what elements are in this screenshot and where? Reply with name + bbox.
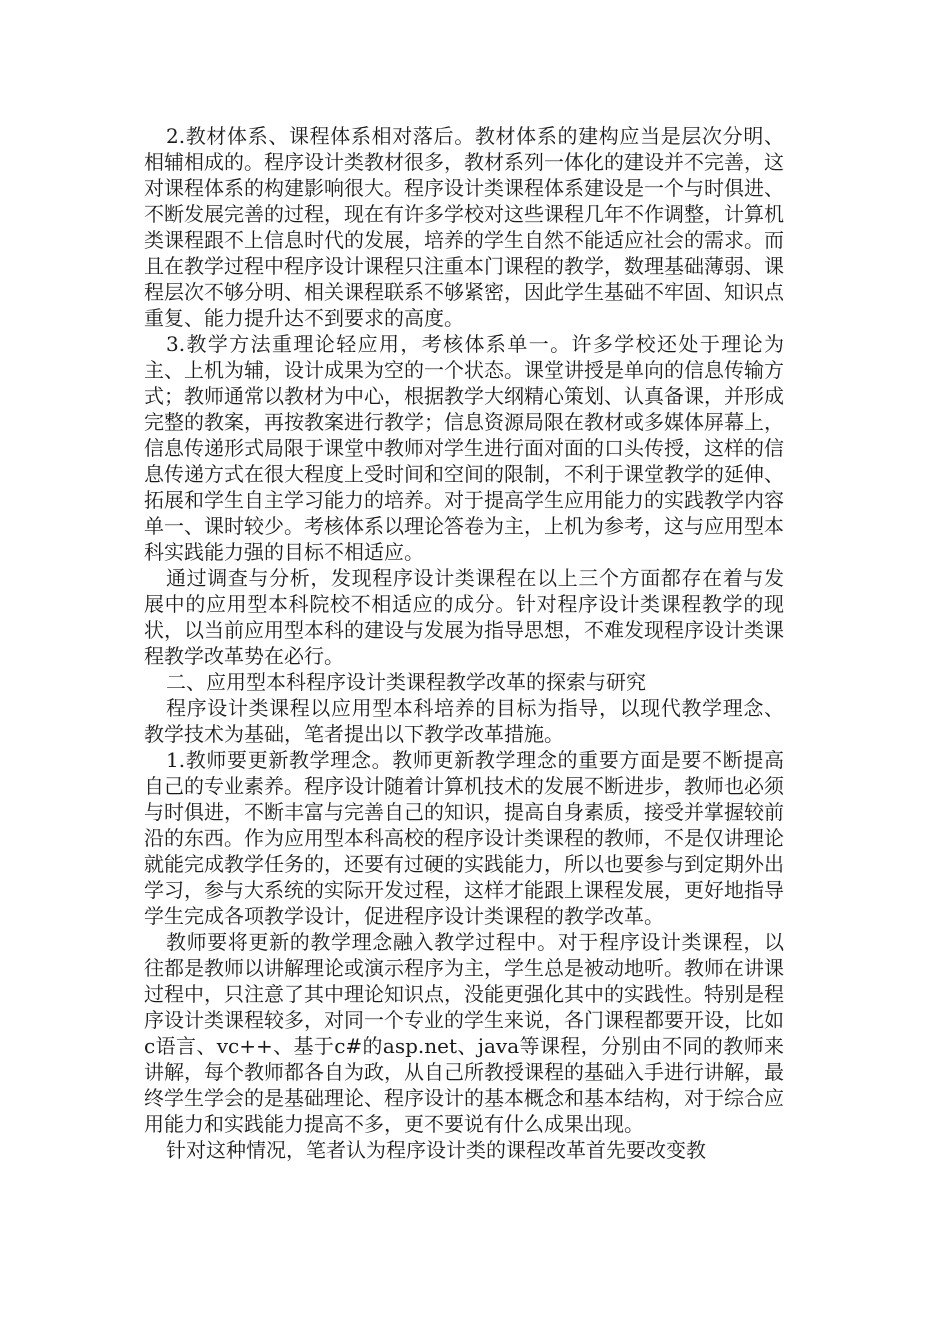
paragraph-survey-analysis: 通过调查与分析，发现程序设计类课程在以上三个方面都存在着与发展中的应用型本科院校不相适应的成分。针对程序设计类课程教学的现状，以当前应用型本科的建设与发展为指导思想，不难发现程序设计类课程教学改革势在必行。 — [144, 566, 784, 668]
section-heading: 二、应用型本科程序设计类课程教学改革的探索与研究 — [166, 670, 646, 694]
paragraph-reform-intro: 程序设计类课程以应用型本科培养的目标为指导，以现代教学理念、教学技术为基础，笔者提出以下教学改革措施。 — [144, 696, 784, 746]
paragraph-teaching-method: 3.教学方法重理论轻应用，考核体系单一。许多学校还处于理论为主、上机为辅，设计成果为空的一个状态。课堂讲授是单向的信息传输方式；教师通常以教材为中心，根据教学大纲精心策划、认真备课，并形成完整的教案，再按教案进行教学；信息资源局限在教材或多媒体屏幕上，信息传递形式局限于课堂中教师对学生进行面对面的口头传授，这样的信息传递方式在很大程度上受时间和空间的限制，不利于课堂教学的延伸、拓展和学生自主学习能力的培养。对于提高学生应用能力的实践教学内容单一、课时较少。考核体系以理论答卷为主，上机为参考，这与应用型本科实践能力强的目标不相适应。 — [144, 332, 784, 564]
paragraph-conclusion-start: 针对这种情况，笔者认为程序设计类的课程改革首先要改变教 — [166, 1138, 706, 1162]
document-body — [144, 123, 784, 1163]
paragraph-textbook-system: 2.教材体系、课程体系相对落后。教材体系的建构应当是层次分明、相辅相成的。程序设计类教材很多，教材系列一体化的建设并不完善，这对课程体系的构建影响很大。程序设计类课程体系建设是一个与时俱进、不断发展完善的过程，现在有许多学校对这些课程几年不作调整，计算机类课程跟不上信息时代的发展，培养的学生自然不能适应社会的需求。而且在教学过程中程序设计课程只注重本门课程的教学，数理基础薄弱、课程层次不够分明、相关课程联系不够紧密，因此学生基础不牢固、知识点重复、能力提升达不到要求的高度。 — [144, 124, 784, 330]
paragraph-update-concepts: 1.教师要更新教学理念。教师更新教学理念的重要方面是要不断提高自己的专业素养。程序设计随着计算机技术的发展不断进步，教师也必须与时俱进，不断丰富与完善自己的知识，提高自身素质，接受并掌握较前沿的东西。作为应用型本科高校的程序设计类课程的教师，不是仅讲理论就能完成教学任务的，还要有过硬的实践能力，所以也要参与到定期外出学习，参与大系统的实际开发过程，这样才能跟上课程发展，更好地指导学生完成各项教学设计，促进程序设计类课程的教学改革。 — [144, 748, 784, 928]
paragraph-integrate-concepts: 教师要将更新的教学理念融入教学过程中。对于程序设计类课程，以往都是教师以讲解理论或演示程序为主，学生总是被动地听。教师在讲课过程中，只注意了其中理论知识点，没能更强化其中的实践性。特别是程序设计类课程较多，对同一个专业的学生来说，各门课程都要开设，比如c语言、vc++、基于c#的asp.net、java等课程，分别由不同的教师来讲解，每个教师都各自为政，从自己所教授课程的基础入手进行讲解，最终学生学会的是基础理论、程序设计的基本概念和基本结构，对于综合应用能力和实践能力提高不多，更不要说有什么成果出现。 — [144, 930, 784, 1136]
